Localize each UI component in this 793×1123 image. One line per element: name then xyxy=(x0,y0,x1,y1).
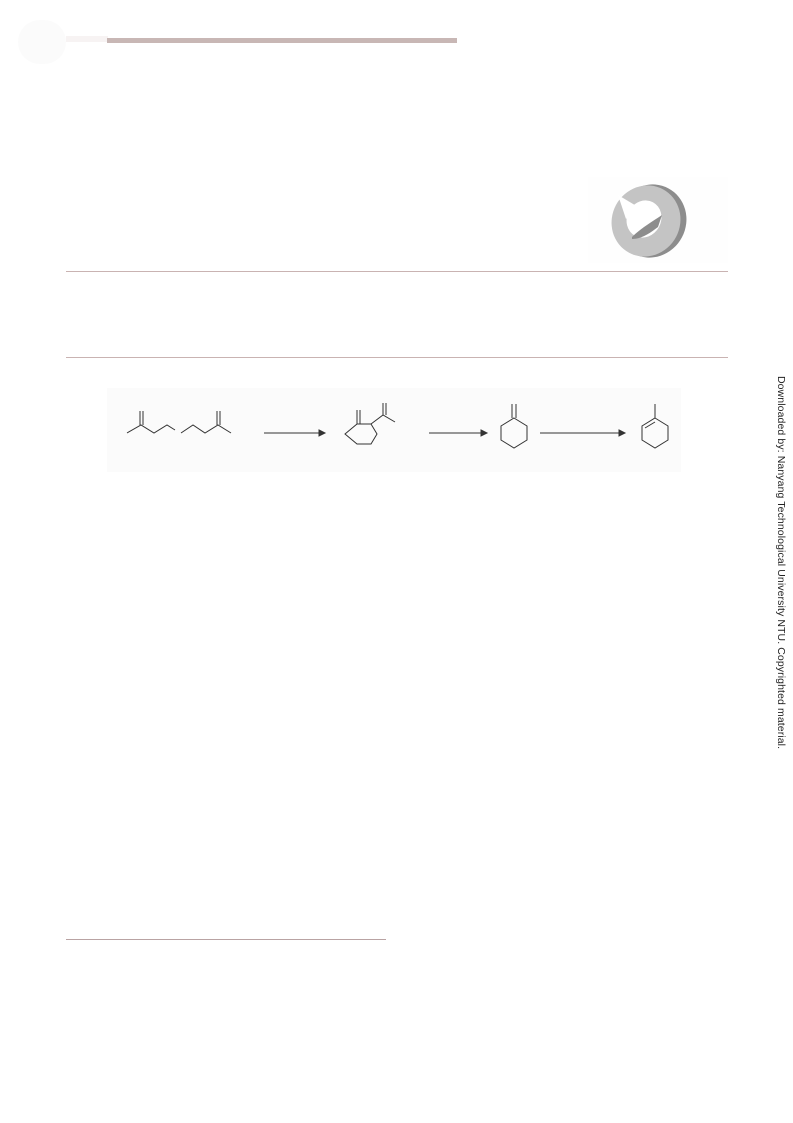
product-structure xyxy=(642,404,668,448)
download-watermark: Downloaded by: Nanyang Technological University NTU. Copyrighted material. xyxy=(775,376,787,750)
header-bar xyxy=(107,38,457,43)
footnote-rule xyxy=(66,939,386,940)
reaction-arrow-icon xyxy=(540,430,625,436)
publisher-ring-logo-icon xyxy=(588,177,728,263)
reaction-arrow-icon xyxy=(264,430,325,436)
publisher-logo xyxy=(588,177,728,263)
header-bar-stub xyxy=(66,36,108,42)
reaction-scheme xyxy=(107,388,681,472)
reactant-diene-structure xyxy=(127,411,231,433)
corner-decoration xyxy=(18,20,66,64)
intermediate-structure-1 xyxy=(345,403,395,444)
section-rule-top xyxy=(66,271,728,272)
section-rule-bottom xyxy=(66,357,728,358)
intermediate-structure-2 xyxy=(501,404,527,448)
reaction-arrow-icon xyxy=(429,430,487,436)
